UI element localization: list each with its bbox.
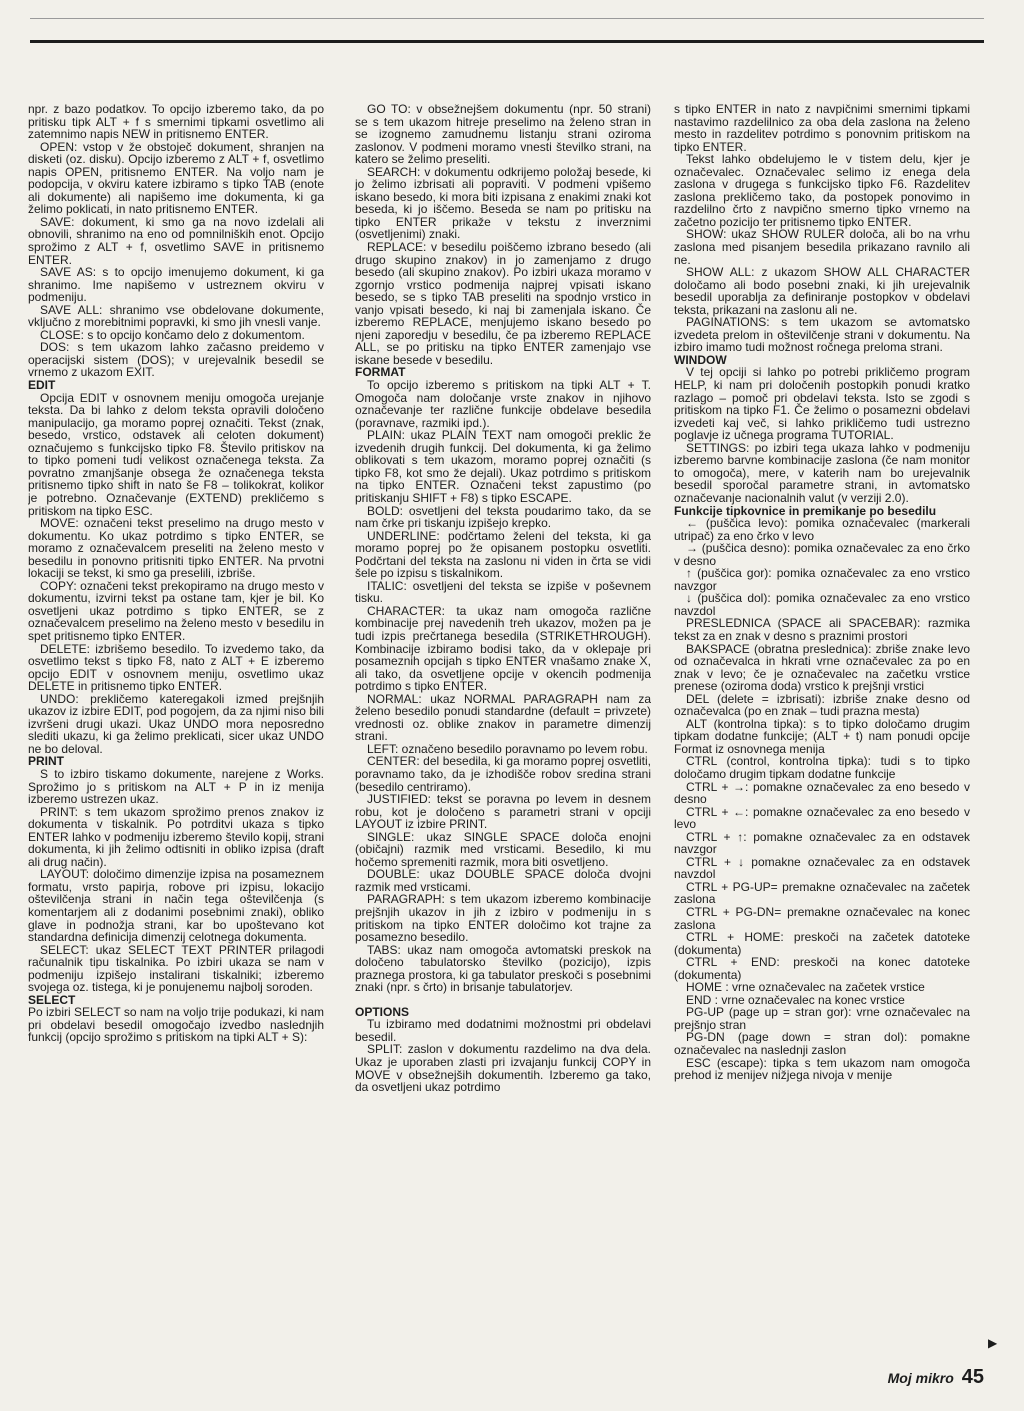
key-item: CTRL + PG-UP= premakne označevalec na začetek zaslona <box>674 879 970 907</box>
key-item: CTRL + →: pomakne označevalec za eno besedo v desno <box>674 779 970 807</box>
column-3 <box>674 103 970 1353</box>
key-item: HOME : vrne označevalec na začetek vrstice <box>686 980 925 995</box>
paragraph: SELECT: ukaz SELECT TEXT PRINTER prilagodi računalnik tipu tiskalnika. Po izbiri ukaza se nam v podmeniju izpišejo instalirani tiskalniki; izberemo svojega oz. tistega, ki je ponujenemu najbolj soroden. <box>28 942 324 995</box>
key-item: ← (puščica levo): pomika označevalec (markerali utripač) za eno črko v levo <box>674 516 970 543</box>
paragraph: Tu izbiramo med dodatnimi možnostmi pri obdelavi besedil. <box>355 1017 651 1044</box>
paragraph: PLAIN: ukaz PLAIN TEXT nam omogoči preklic že izvedenih drugih funkcij. Del dokumenta, ki ga želimo oblikovati s tem ukazom, moramo poprej označiti (s tipko F8, kot smo že dejali). Ukaz potrdimo s pritiskom na tipko ENTER. Označeni tekst zapustimo (po pritiskanju SHIFT + F8) s tipko ESCAPE. <box>355 428 651 505</box>
paragraph: s tipko ENTER in nato z navpičnimi smernimi tipkami nastavimo razdelilnico za oba dela zaslona na želeno mesto in razdelitev potrdimo s ponovnim pritiskom na tipko ENTER. <box>674 103 970 154</box>
top-thin-rule <box>30 18 984 19</box>
paragraph: DELETE: izbrišemo besedilo. To izvedemo tako, da osvetlimo tekst s tipko F8, nato z ALT + E izberemo opcijo EDIT v osnovnem meniju, osvetlimo ukaz DELETE in pritisnemo tipko ENTER. <box>28 641 324 694</box>
paragraph: BOLD: osvetljeni del teksta poudarimo tako, da se nam črke pri tiskanju izpišejo krepko. <box>355 503 651 531</box>
section-heading-select: SELECT <box>28 992 76 1007</box>
paragraph: SAVE AS: s to opcijo imenujemo dokument, ki ga shranimo. Ime napišemo v ustreznem okviru v podmeniju. <box>28 265 324 305</box>
paragraph: Po izbiri SELECT so nam na voljo trije podukazi, ki nam pri obdelavi besedil omogočajo izvedbo naslednjih funkcij (opcijo sprožimo s pritiskom na tipki ALT + S): <box>28 1005 324 1045</box>
paragraph: LAYOUT: določimo dimenzije izpisa na posameznem formatu, vrsto papirja, robove pri izpisu, lokacijo oštevilčenja strani in način tega oštevilčenja (s komentarjem ali z dodanimi posebnimi znaki), obliko glave in podnožja strani, kar bo upoštevano kot standardna definicija dimenzij celotnega dokumenta. <box>28 867 324 945</box>
paragraph: Opcija EDIT v osnovnem meniju omogoča urejanje teksta. Da bi lahko z delom teksta opravili določeno manipulacijo, ga moramo poprej označiti. Tekst (znak, besedo, vrstico, odstavek ali celoten dokument) označujemo s funkcijsko tipko F8. Število pritiskov na to tipko pomeni tudi velikost označenega teksta. Za povratno zmanjšanje obsega že označenega teksta pritisnemo tipko shift in nato še F8 – tolikokrat, kolikor je potrebno. Označevanje (EXTEND) prekličemo s pritiskom na tipko ESC. <box>28 390 324 518</box>
page-number: 45 <box>961 1366 984 1388</box>
magazine-name: Moj mikro <box>887 1370 954 1386</box>
key-item: PG-UP (page up = stran gor): vrne označevalec na prejšnjo stran <box>674 1005 970 1032</box>
top-thick-rule <box>30 40 984 43</box>
paragraph: TABS: ukaz nam omogoča avtomatski preskok na določeno tabulatorsko številko (pozicijo), izpis praznega prostora, ki ga tabulator preskoči s posebnimi znaki (npr. s črto) in brisanje tabulatorjev. <box>355 942 651 995</box>
paragraph: DOUBLE: ukaz DOUBLE SPACE določa dvojni razmik med vrsticami. <box>355 867 651 894</box>
paragraph: SAVE ALL: shranimo vse obdelovane dokumente, vključno z morebitnimi popravki, ki smo jih vnesli vanje. <box>28 302 324 330</box>
key-item: ALT (kontrolna tipka): s to tipko določamo drugim tipkam dodatne funkcije; (ALT + t) nam ponudi opcije Format iz osnovnega menija <box>674 716 970 756</box>
key-item: ESC (escape): tipka s tem ukazom nam omogoča prehod iz menijev nižjega nivoja v menije <box>674 1055 970 1083</box>
paragraph: UNDERLINE: podčrtamo želeni del teksta, ki ga moramo poprej po že opisanem postopku osvetliti. Podčrtani del teksta na zaslonu ni viden in črta se vidi šele po izpisu s tiskalnikom. <box>355 528 651 581</box>
paragraph: SHOW: ukaz SHOW RULER določa, ali bo na vrhu zaslona med pisanjem besedila prikazano ravnilo ali ne. <box>674 227 970 267</box>
paragraph: NORMAL: ukaz NORMAL PARAGRAPH nam za želeno besedilo ponudi standardne (default = privzete) vrednosti oz. oblike znakov in parametre dimenzij strani. <box>355 691 651 744</box>
section-heading-edit: EDIT <box>28 378 56 393</box>
key-item: BAKSPACE (obratna preslednica): zbriše znake levo od označevalca in hkrati vrne označevalec za po en znak v levo; če je označevalec na začetku vrstice prenese (oziroma doda) vrstico k prejšnji vrstici <box>674 641 970 694</box>
section-heading-window: WINDOW <box>674 352 727 367</box>
key-item: CTRL + ←: pomakne označevalec za eno besedo v levo <box>674 804 970 832</box>
key-item: CTRL + ↑: pomakne označevalec za en odstavek navzgor <box>674 829 970 857</box>
section-heading-format: FORMAT <box>355 365 406 380</box>
page-footer <box>888 1366 984 1389</box>
section-heading-print: PRINT <box>28 754 64 769</box>
paragraph: PARAGRAPH: s tem ukazom izberemo kombinacije prejšnjih ukazov in jih z izbiro v podmeniju in s pritiskom na tipko ENTER določimo kot trajne za posamezno besedilo. <box>355 892 651 945</box>
paragraph: GO TO: v obsežnejšem dokumentu (npr. 50 strani) se s tem ukazom hitreje preselimo na želeno stran in se izognemo zamudnemu listanju strani oziroma zaslonov. V podmeni moramo vnesti številko strani, na katero se želimo preseliti. <box>355 103 651 167</box>
paragraph: npr. z bazo podatkov. To opcijo izberemo tako, da po pritisku tipk ALT + f s smernimi tipkami osvetlimo ali zatemnimo napis NEW in pritisnemo ENTER. <box>28 103 324 142</box>
key-item: CTRL (control, kontrolna tipka): tudi s to tipko določamo drugim tipkam dodatne funkcije <box>674 754 970 781</box>
section-heading-keys: Funkcije tipkovnice in premikanje po besedilu <box>674 503 937 518</box>
key-item: ↓ (puščica dol): pomika označevalec za eno vrstico navzdol <box>674 591 970 618</box>
column-1 <box>28 103 324 1353</box>
column-2 <box>355 103 651 1353</box>
key-item: END : vrne označevalec na konec vrstice <box>686 992 905 1007</box>
paragraph: Tekst lahko obdelujemo le v tistem delu, kjer je označevalec. Označevalec selimo iz enega dela zaslona v drugega s funkcijsko tipko F6. Razdelitev zaslona prekličemo tako, da postopek ponovimo in razdelilno črto z navpično smerno tipko vrnemo na začetno pozicijo ter pritisnemo tipko ENTER. <box>674 152 970 229</box>
key-item: CTRL + END: preskoči na konec datoteke (dokumenta) <box>674 955 970 982</box>
paragraph: CENTER: del besedila, ki ga moramo poprej osvetliti, poravnamo tako, da je izhodišče robov sredina strani (besedilo centriramo). <box>355 754 651 794</box>
paragraph: LEFT: označeno besedilo poravnamo po levem robu. <box>367 741 648 756</box>
paragraph: SPLIT: zaslon v dokumentu razdelimo na dva dela. Ukaz je uporaben zlasti pri izvajanju funkcij COPY in MOVE v obsežnejših dokumentih. Izberemo ga tako, da osvetljeni ukaz potrdimo <box>355 1042 651 1095</box>
paragraph: CLOSE: s to opcijo končamo delo z dokumentom. <box>40 327 305 342</box>
key-item: ↑ (puščica gor): pomika označevalec za eno vrstico navzgor <box>674 566 970 593</box>
key-item: → (puščica desno): pomika označevalec za eno črko v desno <box>674 541 970 568</box>
paragraph: CHARACTER: ta ukaz nam omogoča različne kombinacije prej navedenih treh ukazov, možen pa je tudi izpis prečrtanega besedila (STRIKETHROUGH). Kombinacije izbiramo bodisi tako, da v oklepaje pri posameznih opcijah s tipko ENTER vnašamo znake X, ali tako, da osvetljene opcije v okencih podmenija potrdimo s tipko ENTER. <box>355 603 651 694</box>
paragraph: S to izbiro tiskamo dokumente, narejene z Works. Sprožimo jo s pritiskom na ALT + P in iz menija izberemo ustrezen ukaz. <box>28 766 324 807</box>
paragraph: V tej opciji si lahko po potrebi prikličemo program HELP, ki nam pri določenih postopkih ponudi kratko razlago – pomoč pri obdelavi teksta. Isto se zgodi s pritiskom na tipko F1. Če želimo o posamezni obdelavi izvedeti kaj več, si lahko prikličemo tudi ustrezno poglavje iz učnega programa TUTORIAL. <box>674 365 970 443</box>
article-columns <box>28 103 986 1353</box>
paragraph: SINGLE: ukaz SINGLE SPACE določa enojni (običajni) razmik med vrsticami. Besedilo, ki mu hočemo spremeniti razmik, mora biti osvetljeno. <box>355 829 651 869</box>
paragraph: SEARCH: v dokumentu odkrijemo položaj besede, ki jo želimo izbrisati ali popraviti. V podmeni vpišemo iskano besedo, ki mora biti izpisana z enakimi znaki kot beseda, ki jo iščemo. Beseda se nam po pritisku na tipko ENTER prikaže v tekstu z inverznimi (osvetljenimi) znaki. <box>355 164 651 242</box>
continue-arrow-icon: ▶ <box>988 1336 998 1350</box>
paragraph: REPLACE: v besedilu poiščemo izbrano besedo (ali drugo skupino znakov) in jo zamenjamo z drugo besedo (ali skupino znakov). Po izbiri ukaza moramo v zgornjo vrstico podmenija najprej vpisati iskano besedo, se s tipko TAB preseliti na spodnjo vrstico in vanjo vpisati besedo, ki naj bi zamenjala iskano. Če izberemo REPLACE, menjujemo iskano besedo po njeni zaporedju v besedilu, če pa izberemo REPLACE ALL, se po pritisku na tipko ENTER zamenjajo vse iskane besede v besedilu. <box>355 240 651 367</box>
paragraph: OPEN: vstop v že obstoječ dokument, shranjen na disketi (oz. disku). Opcijo izberemo z ALT + f, osvetlimo napis OPEN, pritisnemo ENTER. Na voljo nam je podopcija, v okviru katere izbiramo s tipko TAB (enote ali dokumente) ali napišemo ime dokumenta, ki ga želimo poklicati, in nato pritisnemo ENTER. <box>28 139 324 217</box>
paragraph: DOS: s tem ukazom lahko začasno preidemo v operacijski sistem (DOS); v urejevalnik besedil se vrnemo z ukazom EXIT. <box>28 340 324 380</box>
key-item: CTRL + ↓ pomakne označevalec za en odstavek navzdol <box>674 854 970 882</box>
paragraph: To opcijo izberemo s pritiskom na tipki ALT + T. Omogoča nam določanje vrste znakov in njihovo označevanje ter različne funkcije obdelave besedila (poravnave, razmiki ipd.). <box>355 378 651 430</box>
paragraph: SAVE: dokument, ki smo ga na novo izdelali ali obnovili, shranimo na eno od pomnilniških enot. Opcijo sprožimo z ALT + f, osvetlimo SAVE in pritisnemo ENTER. <box>28 214 324 267</box>
paragraph: UNDO: prekličemo kateregakoli izmed prejšnjih ukazov iz izbire EDIT, pod pogojem, da za njimi niso bili izvršeni drugi ukazi. Ukaz UNDO mora neposredno slediti ukazu, ki ga želimo preklicati, sicer ukaz UNDO ne bo deloval. <box>28 691 324 756</box>
key-item: DEL (delete = izbrisati): izbriše znake desno od označevalca (po en znak – tudi prazna mesta) <box>674 691 970 719</box>
key-item: CTRL + HOME: preskoči na začetek datoteke (dokumenta) <box>674 930 970 957</box>
paragraph: JUSTIFIED: tekst se poravna po levem in desnem robu, kot je določeno s parametri strani v opciji LAYOUT iz izbire PRINT. <box>355 792 651 832</box>
paragraph: COPY: označeni tekst prekopiramo na drugo mesto v dokumentu, izvirni tekst pa ostane tam, kjer je bil. Ko osvetljeni ukaz potrdimo s tipko ENTER, se z označevalcem preselimo na želeno mesto v besedilu in spet pritisnemo tipko ENTER. <box>28 578 324 643</box>
paragraph: ITALIC: osvetljeni del teksta se izpiše v poševnem tisku. <box>355 578 651 606</box>
paragraph: SHOW ALL: z ukazom SHOW ALL CHARACTER določamo ali bodo posebni znaki, ki jih urejevalnik besedil uporablja za definiranje postopkov v obdelavi teksta, prikazani na zaslonu ali ne. <box>674 265 970 317</box>
paragraph: SETTINGS: po izbiri tega ukaza lahko v podmeniju izberemo barvne kombinacije zaslona (če nam monitor to omogoča), mere, v katerih nam bo urejevalnik besedil sporočal parametre strani, in avtomatsko označevanje nacionalnih valut (v verziji 2.0). <box>674 440 970 505</box>
paragraph: PRINT: s tem ukazom sprožimo prenos znakov iz dokumenta v tiskalnik. Po potrditvi ukaza s tipko ENTER lahko v podmeniju izberemo število kopij, strani dokumenta, ki jih želimo odtisniti in obliko izpisa (draft ali drug način). <box>28 804 324 869</box>
paragraph: PAGINATIONS: s tem ukazom se avtomatsko izvedeta prelom in oštevilčenje strani v dokumentu. Na izbiro imamo tudi možnost ročnega preloma strani. <box>674 315 970 355</box>
paragraph: MOVE: označeni tekst preselimo na drugo mesto v dokumentu. Ko ukaz potrdimo s tipko ENTER, se moramo z označevalcem preseliti na želeno mesto v besedilu in ponovno pritisniti tipko ENTER. Na prvotni lokaciji se tekst, ki smo ga preselili, izbriše. <box>28 516 324 581</box>
key-item: PRESLEDNICA (SPACE ali SPACEBAR): razmika tekst za en znak v desno s praznimi prostori <box>674 616 970 643</box>
key-item: PG-DN (page down = stran dol): pomakne označevalec na naslednji zaslon <box>674 1030 970 1058</box>
key-item: CTRL + PG-DN= premakne označevalec na konec zaslona <box>674 905 970 932</box>
section-heading-options: OPTIONS <box>355 1004 410 1019</box>
